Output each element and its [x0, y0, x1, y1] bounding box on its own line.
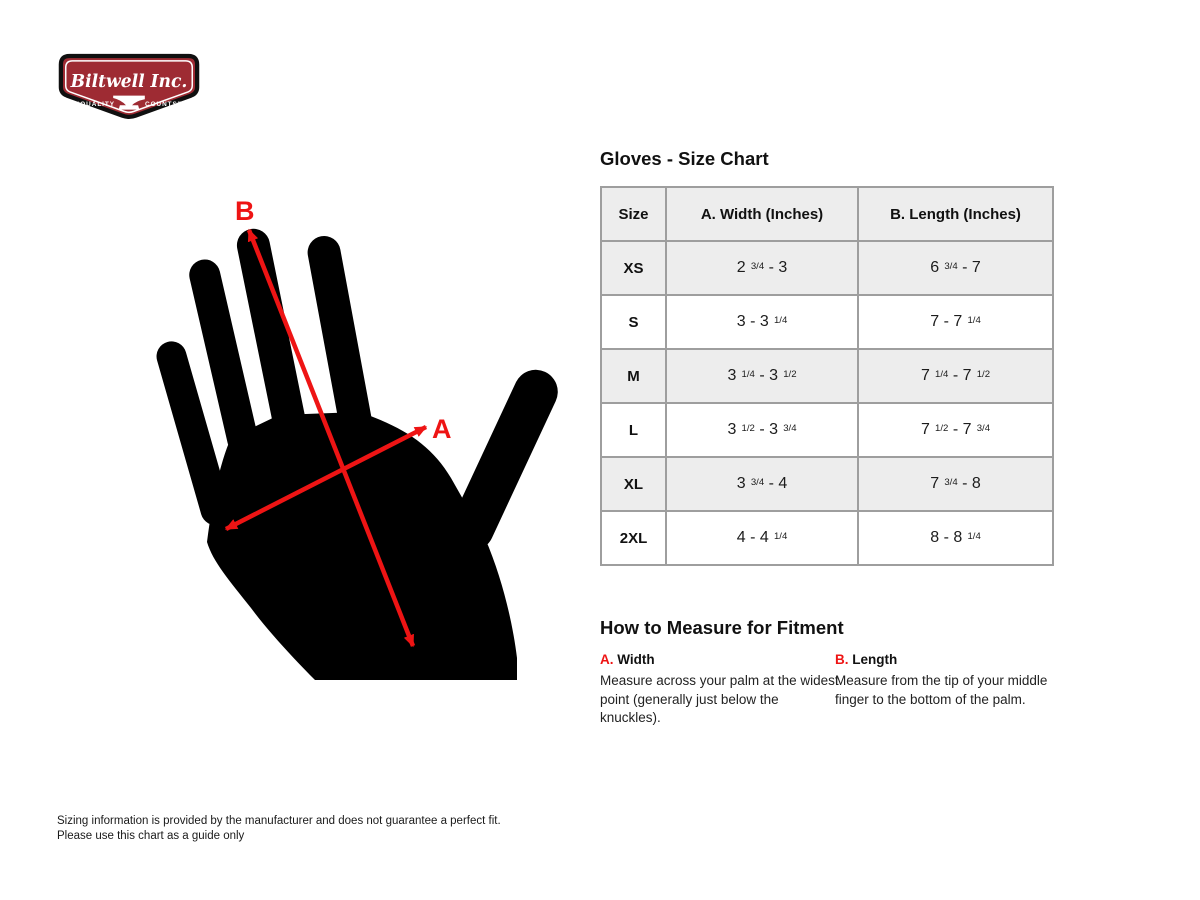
size-cell: 2XL [601, 511, 666, 565]
tagline-quality: “QUALITY [76, 100, 116, 108]
size-cell: XL [601, 457, 666, 511]
length-cell: 7 1/2 - 7 3/4 [858, 403, 1053, 457]
measure-length-label: Length [852, 652, 898, 667]
length-cell: 8 - 8 1/4 [858, 511, 1053, 565]
hand-silhouette [153, 226, 565, 680]
measure-width-heading [600, 652, 840, 667]
size-row-XS [601, 241, 1053, 295]
col-header-length: B. Length (Inches) [858, 187, 1053, 241]
disclaimer-line-1: Sizing information is provided by the manufacturer and does not guarantee a perfect fit. [57, 815, 501, 827]
measure-width-label: Width [617, 652, 655, 667]
size-table-header-row [601, 187, 1053, 241]
brand-logo [56, 53, 202, 121]
size-row-L [601, 403, 1053, 457]
measure-width-prefix: A. [600, 652, 614, 667]
hand-measurement-figure [128, 180, 590, 720]
size-cell: L [601, 403, 666, 457]
width-cell: 3 3/4 - 4 [666, 457, 858, 511]
measure-length-description: Measure from the tip of your middle finger to the bottom of the palm. [835, 673, 1048, 707]
biltwell-badge [56, 53, 202, 121]
length-cell: 7 3/4 - 8 [858, 457, 1053, 511]
size-row-2XL [601, 511, 1053, 565]
measure-width-description: Measure across your palm at the widest point (generally just below the knuckles). [600, 673, 839, 726]
col-header-size: Size [601, 187, 666, 241]
label-b: B [235, 196, 255, 226]
disclaimer-line-2: Please use this chart as a guide only [57, 830, 245, 843]
measure-item-length [835, 652, 1075, 709]
brand-name: Biltwell Inc. [69, 71, 188, 93]
size-cell: XS [601, 241, 666, 295]
size-table-body [601, 241, 1053, 565]
width-cell: 2 3/4 - 3 [666, 241, 858, 295]
measure-guide-title: How to Measure for Fitment [600, 617, 844, 638]
size-chart-title: Gloves - Size Chart [600, 148, 769, 169]
size-row-XL [601, 457, 1053, 511]
length-cell: 7 1/4 - 7 1/2 [858, 349, 1053, 403]
col-header-width: A. Width (Inches) [666, 187, 858, 241]
width-cell: 3 - 3 1/4 [666, 295, 858, 349]
size-row-S [601, 295, 1053, 349]
measure-item-width [600, 652, 840, 728]
size-row-M [601, 349, 1053, 403]
size-cell: M [601, 349, 666, 403]
tagline-counts: COUNTS” [144, 100, 182, 108]
measure-length-prefix: B. [835, 652, 849, 667]
length-cell: 6 3/4 - 7 [858, 241, 1053, 295]
width-cell: 3 1/4 - 3 1/2 [666, 349, 858, 403]
length-cell: 7 - 7 1/4 [858, 295, 1053, 349]
label-a: A [432, 414, 452, 444]
footer-disclaimer [57, 814, 501, 844]
width-cell: 4 - 4 1/4 [666, 511, 858, 565]
width-cell: 3 1/2 - 3 3/4 [666, 403, 858, 457]
size-cell: S [601, 295, 666, 349]
size-chart-table [600, 186, 1054, 566]
measure-length-heading [835, 652, 1075, 667]
